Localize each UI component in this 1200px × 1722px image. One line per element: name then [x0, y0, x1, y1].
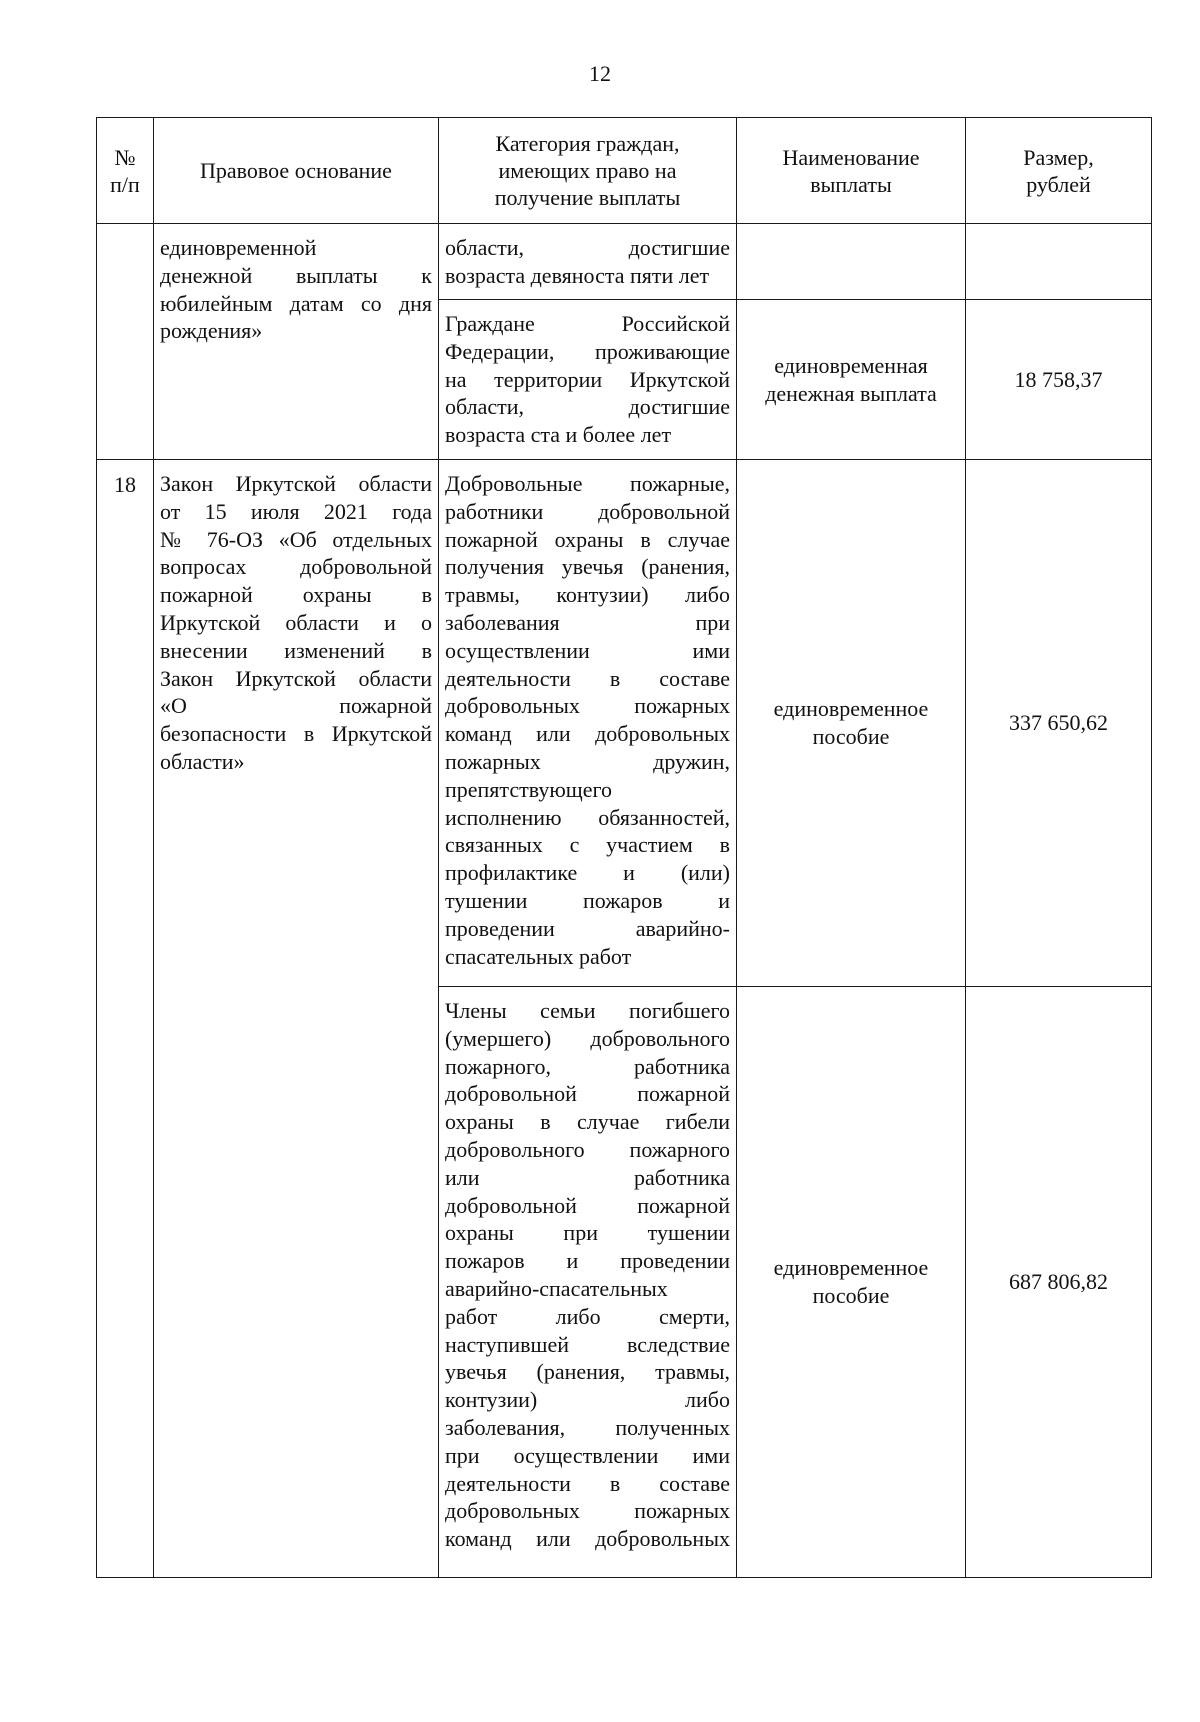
- basis-line: безопасности в Иркутской: [160, 721, 432, 747]
- category-line: области, достигшие: [445, 394, 730, 420]
- category-line: добровольного пожарного: [445, 1136, 730, 1162]
- category-line: добровольной пожарной: [445, 1192, 730, 1218]
- table-row: [97, 460, 1152, 987]
- basis-line: денежной выплаты к: [160, 262, 432, 288]
- basis-line: внесении изменений в: [160, 637, 432, 663]
- category-line: охраны в случае гибели: [445, 1109, 730, 1135]
- table-row: [97, 224, 1152, 300]
- category-line: исполнению обязанностей,: [445, 804, 730, 830]
- category-line: травмы, контузии) либо: [445, 582, 730, 608]
- header-category-line: имеющих право на: [498, 158, 677, 183]
- basis-line: Закон Иркутской области: [160, 665, 432, 691]
- category-line: Добровольные пожарные,: [445, 471, 730, 496]
- category-line: команд или добровольных: [445, 721, 730, 747]
- category-line: Федерации, проживающие: [445, 338, 730, 364]
- category-line: добровольных пожарных: [445, 1498, 730, 1524]
- category-line: пожарной охраны в случае: [445, 526, 730, 552]
- category-line: аварийно-спасательных: [445, 1275, 668, 1301]
- payment-name-line: единовременное: [773, 696, 929, 722]
- header-name: [737, 118, 966, 224]
- category-line: пожарного, работника: [445, 1053, 730, 1079]
- cell-amount: 337 650,62: [966, 460, 1152, 987]
- payment-name-line: единовременное: [773, 1255, 929, 1281]
- category-line: работники добровольной: [445, 498, 730, 524]
- cell-category: [439, 987, 737, 1578]
- category-line: добровольной пожарной: [445, 1081, 730, 1107]
- payment-name-line: единовременная: [774, 352, 928, 378]
- header-category-line: получение выплаты: [494, 185, 681, 210]
- category-line: Члены семьи погибшего: [445, 998, 730, 1023]
- cell-amount: 687 806,82: [966, 987, 1152, 1578]
- basis-line: «О пожарной: [160, 693, 432, 719]
- category-line: или работника: [445, 1164, 730, 1190]
- category-line: спасательных работ: [445, 943, 632, 969]
- header-num-line: п/п: [110, 171, 140, 197]
- cell-category: [439, 460, 737, 987]
- category-line: контузии) либо: [445, 1387, 730, 1413]
- cell-num: 18: [97, 460, 154, 1578]
- category-line: (умершего) добровольного: [445, 1025, 730, 1051]
- category-line: при осуществлении ими: [445, 1442, 730, 1468]
- basis-line: вопросах добровольной: [160, 554, 432, 580]
- payments-table: [96, 117, 1152, 1578]
- header-amount-line: рублей: [1026, 171, 1091, 197]
- cell-payment-name: [737, 460, 966, 987]
- basis-line: от 15 июля 2021 года: [160, 498, 432, 524]
- basis-line: области»: [160, 748, 245, 774]
- table-header-row: [97, 118, 1152, 224]
- category-line: на территории Иркутской: [445, 366, 730, 392]
- category-line: пожаров и проведении: [445, 1248, 730, 1274]
- category-line: возраста девяноста пяти лет: [445, 262, 710, 288]
- header-basis: Правовое основание: [154, 118, 439, 224]
- header-amount: [966, 118, 1152, 224]
- category-line: осуществлении ими: [445, 637, 730, 663]
- header-num: [97, 118, 154, 224]
- cell-category: [439, 224, 737, 300]
- cell-payment-name: [737, 987, 966, 1578]
- cell-payment-name: [737, 300, 966, 460]
- header-name-line: выплаты: [810, 171, 892, 197]
- category-line: возраста ста и более лет: [445, 422, 672, 448]
- category-line: наступившей вследствие: [445, 1331, 730, 1357]
- category-line: проведении аварийно-: [445, 915, 730, 941]
- category-line: связанных с участием в: [445, 832, 730, 858]
- category-line: добровольных пожарных: [445, 693, 730, 719]
- header-category-line: Категория граждан,: [495, 131, 680, 156]
- basis-line: пожарной охраны в: [160, 582, 432, 608]
- category-line: тушении пожаров и: [445, 887, 730, 913]
- payment-name-line: пособие: [812, 1283, 890, 1308]
- category-line: охраны при тушении: [445, 1220, 730, 1246]
- category-line: деятельности в составе: [445, 1470, 730, 1496]
- basis-line: Закон Иркутской области: [160, 471, 432, 496]
- basis-line: Иркутской области и о: [160, 609, 432, 635]
- header-amount-line: Размер,: [1023, 144, 1094, 170]
- cell-amount: [966, 224, 1152, 300]
- basis-line: юбилейным датам со дня: [160, 290, 432, 316]
- category-line: заболевания, полученных: [445, 1414, 730, 1440]
- header-name-line: Наименование: [782, 144, 920, 170]
- category-line: области, достигшие: [445, 235, 730, 260]
- basis-line: № 76-ОЗ «Об отдельных: [160, 526, 432, 552]
- category-line: работ либо смерти,: [445, 1303, 730, 1329]
- payment-name-line: денежная выплата: [765, 380, 937, 406]
- cell-num: [97, 224, 154, 460]
- category-line: заболевания при: [445, 609, 730, 635]
- payment-name-line: пособие: [812, 724, 890, 749]
- category-line: деятельности в составе: [445, 665, 730, 691]
- header-num-line: №: [114, 144, 136, 170]
- category-line: получения увечья (ранения,: [445, 554, 730, 580]
- cell-payment-name: [737, 224, 966, 300]
- cell-basis: [154, 460, 439, 1578]
- header-category: [439, 118, 737, 224]
- category-line: пожарных дружин,: [445, 748, 730, 774]
- cell-category: [439, 300, 737, 460]
- category-line: профилактике и (или): [445, 860, 730, 886]
- category-line: команд или добровольных: [445, 1526, 730, 1552]
- basis-line: единовременной: [160, 235, 317, 260]
- category-line: препятствующего: [445, 776, 612, 802]
- cell-amount: 18 758,37: [966, 300, 1152, 460]
- category-line: Граждане Российской: [445, 311, 730, 336]
- cell-basis: [154, 224, 439, 460]
- category-line: увечья (ранения, травмы,: [445, 1359, 730, 1385]
- page-number: 12: [589, 61, 611, 86]
- basis-line: рождения»: [160, 318, 263, 344]
